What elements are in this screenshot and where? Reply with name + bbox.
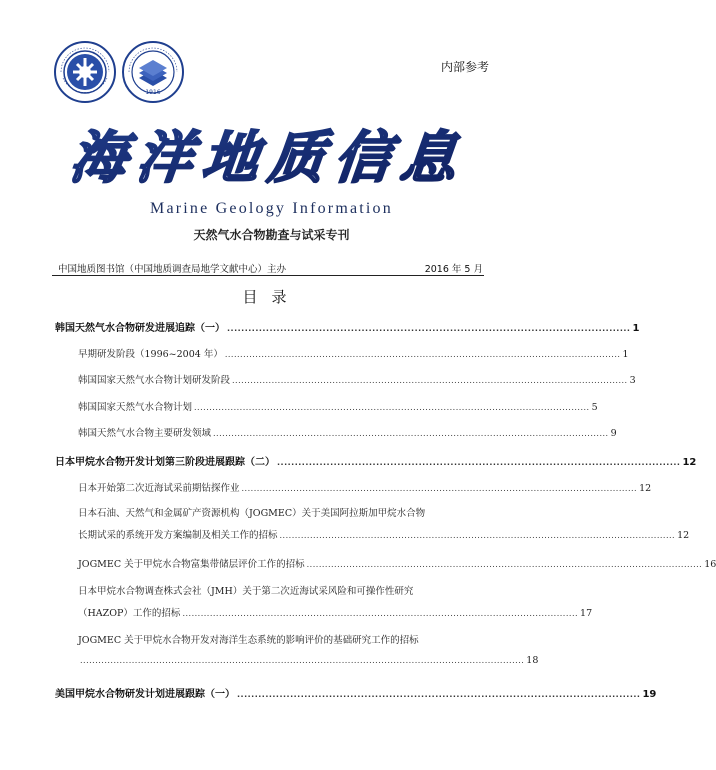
toc-entry-line1: 日本甲烷水合物调查株式会社（JMH）关于第二次近海试采风险和可操作性研究 (78, 586, 414, 597)
issue-date: 2016 年 5 月 (424, 264, 483, 275)
publisher: 中国地质图书馆（中国地质调查局地学文献中心）主办 (58, 264, 287, 275)
toc-entry[interactable]: 韩国天然气水合物研发进展追踪（一） .................................................................................................................. 1 (55, 323, 640, 334)
masthead-title-cn (58, 115, 488, 197)
china-geological-survey-logo (53, 40, 117, 104)
svg-text:1916: 1916 (145, 89, 161, 96)
toc-entry[interactable]: 韩国国家天然气水合物计划研发阶段 .................................................................................................................................. 3 (78, 375, 636, 386)
masthead-title-en: Marine Geology Information (150, 200, 393, 217)
header-divider (52, 275, 484, 276)
toc-entry[interactable]: 美国甲烷水合物研发计划进展跟踪（一） .................................................................................................................. 19 (55, 689, 657, 700)
toc-title: 目录 (242, 288, 301, 306)
national-geological-library-logo (121, 40, 185, 104)
issue-subtitle: 天然气水合物勘查与试采专刊 (193, 228, 350, 242)
svg-text:海洋地质信息: 海洋地质信息 (67, 125, 470, 191)
toc-entry[interactable]: 日本开始第二次近海试采前期钻探作业 .................................................................................................................................. 12 (78, 483, 652, 494)
toc-entry[interactable]: .................................................................................................................................................. 18 (80, 655, 539, 666)
toc-entry[interactable]: 早期研发阶段（1996~2004 年） .................................................................................................................................. 1 (78, 349, 629, 360)
toc-entry[interactable]: 韩国天然气水合物主要研发领域 .................................................................................................................................. 9 (78, 428, 617, 439)
toc-entry-line1: JOGMEC 关于甲烷水合物开发对海洋生态系统的影响评价的基础研究工作的招标 (78, 635, 419, 646)
toc-entry[interactable]: JOGMEC 关于甲烷水合物富集带储层评价工作的招标 .................................................................................................................................. 16 (78, 559, 716, 570)
toc-entry[interactable]: （HAZOP）工作的招标 .................................................................................................................................. 17 (78, 608, 593, 619)
toc-entry-line1: 日本石油、天然气和金属矿产资源机构（JOGMEC）关于美国阿拉斯加甲烷水合物 (78, 508, 426, 519)
toc-entry[interactable]: 长期试采的系统开发方案编制及相关工作的招标 .................................................................................................................................. 12 (78, 530, 690, 541)
toc-entry[interactable]: 日本甲烷水合物开发计划第三阶段进展跟踪（二） .................................................................................................................. 12 (55, 457, 697, 468)
toc-entry[interactable]: 韩国国家天然气水合物计划 .................................................................................................................................. 5 (78, 402, 598, 413)
internal-reference-label: 内部参考 (440, 60, 489, 74)
